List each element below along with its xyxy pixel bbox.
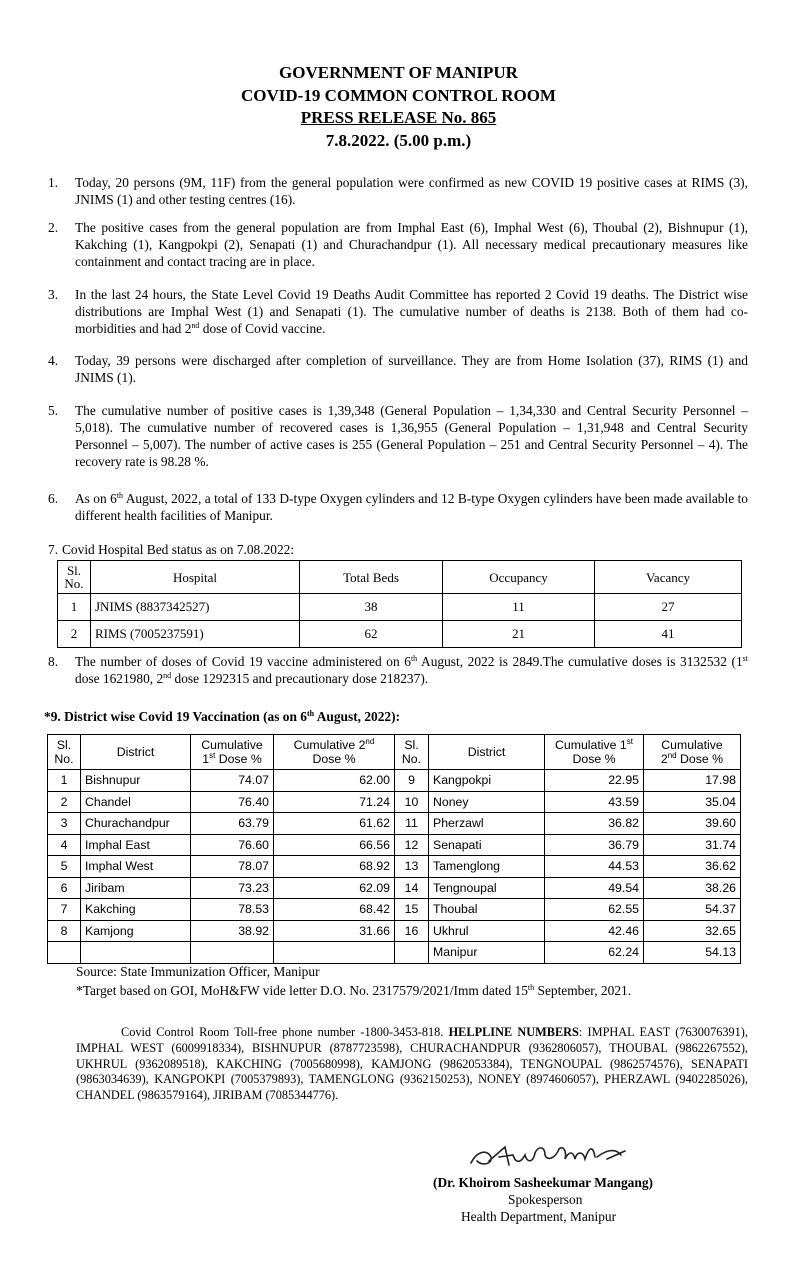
table-row: [48, 856, 741, 878]
cell-sl: 2: [48, 791, 81, 813]
cell-hospital: RIMS (7005237591): [91, 621, 300, 648]
vaccination-table-body: [48, 770, 741, 964]
item-number: 5.: [48, 403, 59, 418]
header-government: GOVERNMENT OF MANIPUR: [279, 63, 518, 82]
cell-sl: [48, 942, 81, 964]
cell-second-dose: 38.26: [644, 877, 741, 899]
cell-district: Imphal East: [81, 834, 191, 856]
cell-sl: 14: [395, 877, 429, 899]
cell-district: Senapati: [429, 834, 545, 856]
cell-second-dose: 68.42: [274, 899, 395, 921]
cell-first-dose: 49.54: [545, 877, 644, 899]
item-text-b: dose of Covid vaccine.: [199, 321, 326, 336]
note-text-a: *Target based on GOI, MoH&FW vide letter D.O. No. 2317579/2021/Imm dated 15: [76, 983, 528, 998]
cell-first-dose: 36.82: [545, 813, 644, 835]
hdr-text: Cumulative: [201, 738, 263, 752]
hdr-text: Dose %: [312, 752, 356, 766]
sl-label-a: Sl.: [66, 563, 82, 578]
cell-district: Bishnupur: [81, 770, 191, 792]
item-7: [48, 541, 748, 558]
cell-district: Jiribam: [81, 877, 191, 899]
cell-first-dose: 73.23: [191, 877, 274, 899]
cell-second-dose: 35.04: [644, 791, 741, 813]
cell-second-dose: 39.60: [644, 813, 741, 835]
col-first-dose-2: [545, 735, 644, 770]
sl-label-b: No.: [64, 576, 84, 591]
cell-first-dose: 36.79: [545, 834, 644, 856]
cell-second-dose: 54.37: [644, 899, 741, 921]
cell-district: Manipur: [429, 942, 545, 964]
cell-second-dose: 62.09: [274, 877, 395, 899]
col-total-beds: Total Beds: [300, 561, 443, 594]
cell-sl: 1: [48, 770, 81, 792]
cell-first-dose: 22.95: [545, 770, 644, 792]
cell-first-dose: 62.55: [545, 899, 644, 921]
cell-sl: 9: [395, 770, 429, 792]
table-row: [48, 834, 741, 856]
cell-sl: 1: [58, 594, 91, 621]
vaccination-title-b: August, 2022):: [314, 709, 401, 724]
cell-second-dose: 68.92: [274, 856, 395, 878]
col-district: District: [81, 735, 191, 770]
cell-second-dose: 71.24: [274, 791, 395, 813]
cell-district: Kangpokpi: [429, 770, 545, 792]
col-sl-2: [395, 735, 429, 770]
bed-status-table: [57, 560, 742, 648]
item-text-d: dose 1292315 and precautionary dose 218237).: [171, 671, 429, 686]
sl-label-b: No.: [401, 752, 422, 766]
cell-sl: 8: [48, 920, 81, 942]
col-sl: [58, 561, 91, 594]
cell-district: Tengnoupal: [429, 877, 545, 899]
superscript: st: [742, 654, 748, 663]
cell-second-dose: 32.65: [644, 920, 741, 942]
item-8: [48, 653, 748, 687]
cell-total: 38: [300, 594, 443, 621]
superscript: th: [527, 983, 535, 992]
item-5: [48, 402, 748, 470]
item-text: Covid Hospital Bed status as on 7.08.2022:: [62, 542, 295, 557]
target-note: [76, 982, 631, 999]
cell-occupancy: 21: [443, 621, 595, 648]
item-number: 4.: [48, 353, 59, 368]
cell-vacancy: 41: [595, 621, 742, 648]
superscript: nd: [163, 671, 172, 680]
helpline-numbers: : IMPHAL EAST (7630076391), IMPHAL WEST (6009918334), BISHNUPUR (8787723598), CHURACHANDPUR (9362806057), THOUBAL (9862267552), UKHRUL (9362089518), KAKCHING (7005680998), KAMJONG (9862053384), TENGNOUPAL (9862574576), SENAPATI (9863034639), KANGPOKPI (7005379893), TAMENGLONG (9362150253), NONEY (8974606057), PHERZAWL (9402285026), CHANDEL (9863579164), JIRIBAM (7085344776).: [76, 1025, 748, 1103]
item-number: 7.: [48, 542, 59, 557]
item-1: [48, 174, 748, 208]
cell-vacancy: 27: [595, 594, 742, 621]
cell-district: Kakching: [81, 899, 191, 921]
item-text: The cumulative number of positive cases is 1,39,348 (General Population – 1,34,330 and Central Security Personnel – 5,018). The cumulative number of recovered cases is 1,36,955 (General Population – 1,31,948 and Central Security Personnel – 5,007). The number of active cases is 255 (General Population – 251 and Central Security Personnel – 4). The recovery rate is 98.28 %.: [75, 403, 748, 469]
release-date: 7.8.2022. (5.00 p.m.): [325, 131, 472, 150]
superscript: nd: [191, 321, 200, 330]
table-header-row: [58, 561, 742, 594]
superscript: th: [306, 709, 315, 718]
table-row: [48, 877, 741, 899]
table-row: [58, 594, 742, 621]
sl-label-b: No.: [54, 752, 74, 766]
cell-sl: 13: [395, 856, 429, 878]
sl-label-a: Sl.: [56, 738, 72, 752]
col-district-2: District: [429, 735, 545, 770]
table-row: [58, 621, 742, 648]
cell-district: Noney: [429, 791, 545, 813]
item-number: 6.: [48, 491, 59, 506]
cell-district: Tamenglong: [429, 856, 545, 878]
sl-label-a: Sl.: [404, 738, 419, 752]
item-number: 1.: [48, 175, 59, 190]
col-hospital: Hospital: [91, 561, 300, 594]
table-row: [48, 813, 741, 835]
superscript: nd: [667, 751, 677, 760]
cell-second-dose: 31.66: [274, 920, 395, 942]
hdr-text: Dose %: [572, 752, 616, 766]
cell-first-dose: [191, 942, 274, 964]
cell-second-dose: 31.74: [644, 834, 741, 856]
cell-sl: 12: [395, 834, 429, 856]
col-second-dose-2: [644, 735, 741, 770]
item-text-b: August, 2022 is 2849.The cumulative doses is 3132532 (1: [417, 654, 743, 669]
superscript: st: [209, 751, 216, 760]
cell-second-dose: 17.98: [644, 770, 741, 792]
hdr-text: 2: [660, 752, 668, 766]
cell-sl: 11: [395, 813, 429, 835]
cell-first-dose: 76.40: [191, 791, 274, 813]
cell-sl: 3: [48, 813, 81, 835]
superscript: nd: [365, 737, 375, 746]
cell-first-dose: 43.59: [545, 791, 644, 813]
item-text: Today, 20 persons (9M, 11F) from the general population were confirmed as new COVID 19 positive cases at RIMS (3), JNIMS (1) and other testing centres (16).: [75, 175, 748, 207]
item-2: [48, 219, 748, 270]
cell-second-dose: [274, 942, 395, 964]
hdr-text: Cumulative 2: [293, 738, 366, 752]
item-text-c: dose 1621980, 2: [75, 671, 164, 686]
item-text-a: As on 6: [75, 491, 117, 506]
handwritten-signature: [465, 1137, 635, 1173]
cell-first-dose: 78.07: [191, 856, 274, 878]
item-text: The positive cases from the general population are from Imphal East (6), Imphal West (6), Thoubal (2), Bishnupur (1), Kakching (1), Kangpokpi (2), Senapati (1) and Churachandpur (1). All necessary medical precautionary measures like containment and contact tracing are in place.: [75, 220, 748, 269]
cell-sl: 5: [48, 856, 81, 878]
cell-first-dose: 38.92: [191, 920, 274, 942]
press-release-number: PRESS RELEASE No. 865: [300, 108, 497, 127]
col-sl: [48, 735, 81, 770]
cell-second-dose: 54.13: [644, 942, 741, 964]
cell-sl: 16: [395, 920, 429, 942]
item-6: [48, 490, 748, 524]
cell-total: 62: [300, 621, 443, 648]
hdr-text: Cumulative 1: [555, 738, 627, 752]
helpline-intro: Covid Control Room Toll-free phone number -1800-3453-818.: [121, 1025, 449, 1039]
cell-sl: 7: [48, 899, 81, 921]
cell-first-dose: 42.46: [545, 920, 644, 942]
hdr-text: 1: [202, 752, 210, 766]
cell-first-dose: 63.79: [191, 813, 274, 835]
source-line: Source: State Immunization Officer, Manipur: [76, 964, 320, 979]
signatory-name: (Dr. Khoirom Sasheekumar Mangang): [433, 1175, 653, 1190]
table-row: [48, 899, 741, 921]
col-vacancy: Vacancy: [595, 561, 742, 594]
cell-sl: 4: [48, 834, 81, 856]
cell-district: Ukhrul: [429, 920, 545, 942]
item-text-b: August, 2022, a total of 133 D-type Oxygen cylinders and 12 B-type Oxygen cylinders have been made available to different health facilities of Manipur.: [75, 491, 748, 523]
cell-district: Chandel: [81, 791, 191, 813]
header-control-room: COVID-19 COMMON CONTROL ROOM: [241, 86, 556, 105]
table-row: [48, 791, 741, 813]
cell-first-dose: 62.24: [545, 942, 644, 964]
cell-second-dose: 61.62: [274, 813, 395, 835]
cell-district: Thoubal: [429, 899, 545, 921]
item-text-a: The number of doses of Covid 19 vaccine administered on 6: [75, 654, 411, 669]
cell-district: Imphal West: [81, 856, 191, 878]
item-number: 2.: [48, 220, 59, 235]
superscript: th: [116, 491, 124, 500]
cell-second-dose: 66.56: [274, 834, 395, 856]
item-text: [75, 286, 748, 337]
vaccination-table: [47, 734, 741, 964]
table-header-row: [48, 735, 741, 770]
item-3: [48, 286, 748, 337]
col-occupancy: Occupancy: [443, 561, 595, 594]
cell-hospital: JNIMS (8837342527): [91, 594, 300, 621]
cell-sl: [395, 942, 429, 964]
cell-first-dose: 74.07: [191, 770, 274, 792]
item-text: Today, 39 persons were discharged after completion of surveillance. They are from Home Isolation (37), RIMS (1) and JNIMS (1).: [75, 353, 748, 385]
signatory-role: Spokesperson: [508, 1192, 583, 1207]
table-row: [48, 770, 741, 792]
cell-first-dose: 76.60: [191, 834, 274, 856]
cell-sl: 10: [395, 791, 429, 813]
cell-sl: 15: [395, 899, 429, 921]
item-text-a: In the last 24 hours, the State Level Covid 19 Deaths Audit Committee has reported 2 Covid 19 deaths. The District wise distributions are Imphal West (1) and Senapati (1). The cumulative number of deaths is 2138. Both of them had co-morbidities and had 2: [75, 287, 748, 336]
cell-first-dose: 44.53: [545, 856, 644, 878]
cell-sl: 2: [58, 621, 91, 648]
helpline-label: HELPLINE NUMBERS: [448, 1025, 579, 1039]
vaccination-title: [44, 708, 400, 725]
cell-occupancy: 11: [443, 594, 595, 621]
item-4: [48, 352, 748, 386]
hdr-text: Dose %: [215, 752, 262, 766]
cell-second-dose: 36.62: [644, 856, 741, 878]
hdr-text: Cumulative: [661, 738, 723, 752]
vaccination-title-a: *9. District wise Covid 19 Vaccination (as on 6: [44, 709, 307, 724]
cell-sl: 6: [48, 877, 81, 899]
col-second-dose: [274, 735, 395, 770]
signatory-department: Health Department, Manipur: [461, 1209, 617, 1224]
cell-first-dose: 78.53: [191, 899, 274, 921]
item-number: 8.: [48, 654, 59, 669]
cell-second-dose: 62.00: [274, 770, 395, 792]
table-row: [48, 920, 741, 942]
cell-district: Pherzawl: [429, 813, 545, 835]
item-number: 3.: [48, 287, 59, 302]
cell-district: [81, 942, 191, 964]
cell-district: Kamjong: [81, 920, 191, 942]
col-first-dose: [191, 735, 274, 770]
item-text: [75, 653, 748, 687]
note-text-b: September, 2021.: [534, 983, 632, 998]
helpline-paragraph: [76, 1025, 748, 1104]
hdr-text: Dose %: [676, 752, 724, 766]
cell-district: Churachandpur: [81, 813, 191, 835]
item-text: [75, 490, 748, 524]
superscript: st: [626, 737, 633, 746]
table-row: [48, 942, 741, 964]
superscript: th: [410, 654, 418, 663]
